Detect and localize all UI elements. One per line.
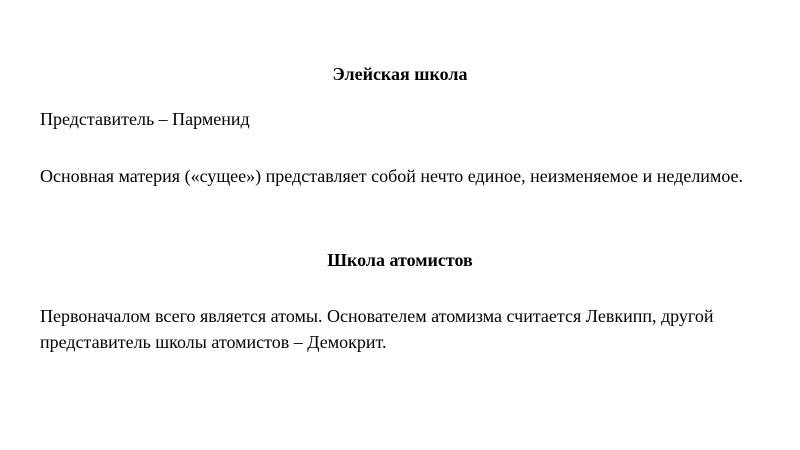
atomist-school-heading: Школа атомистов — [327, 250, 473, 270]
eleatic-description-text: Основная материя («сущее») представляет собой нечто единое, неизменяемое и неделимое. — [40, 166, 744, 186]
eleatic-school-heading: Элейская школа — [332, 64, 468, 84]
eleatic-representative-text: Представитель – Парменид — [40, 109, 250, 129]
atomist-description-text: Первоначалом всего является атомы. Основателем атомизма считается Левкипп, другой представитель школы атомистов – Демокрит. — [40, 306, 714, 352]
